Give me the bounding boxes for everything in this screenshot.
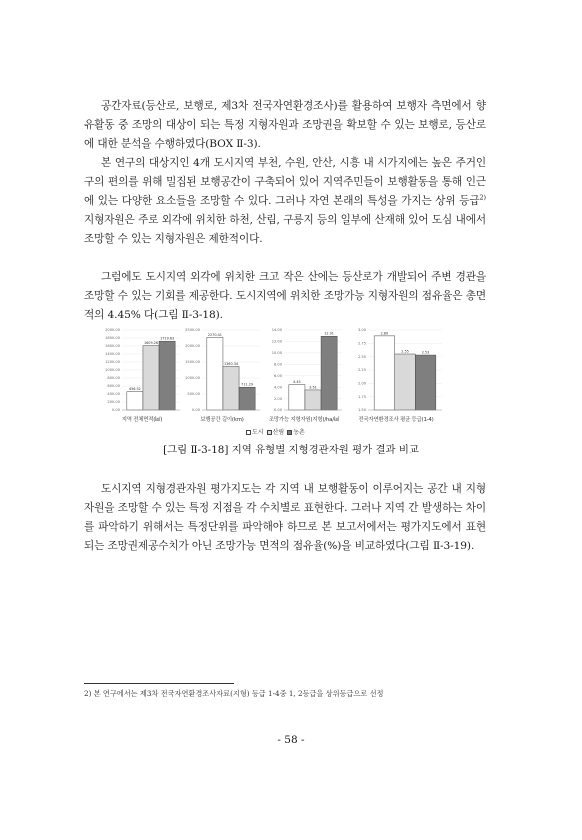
bar-도시 [374,336,395,410]
chart-svg-viewable-terrain [262,322,346,414]
chart-category-label: 보행공간 길이(km) [200,417,244,423]
y-tick-label: 0.00 [273,408,282,413]
footnote-divider [84,683,234,684]
body-paragraph-2 [84,154,486,249]
chart-panel-average-grade [346,322,446,432]
y-tick-label: 2.50 [357,354,366,359]
legend-item-forest [267,427,285,436]
footnote-reference: 2) [479,193,486,202]
y-tick-label: 400.00 [107,392,120,397]
chart-panel-walkway-length [180,322,264,432]
chart-svg-total-area [100,322,184,414]
bar-산림 [143,346,159,410]
chart-category-label: 전국자연환경조사 평균 등급(1-4) [358,417,434,423]
y-tick-label: 2.75 [357,341,366,346]
chart-svg-walkway-length [180,322,264,414]
chart-panel-total-area [100,322,184,432]
y-tick-label: 2.00 [357,381,366,386]
y-tick-label: 0.00 [111,408,120,413]
bar-농촌 [159,341,175,410]
chart-legend [246,427,305,436]
body-paragraph-2-text: 본 연구의 대상지인 4개 도시지역 부천, 수원, 안산, 시흥 내 시가지에는 높은 주거인구의 편의를 위해 밀집된 보행공간이 구축되어 있어 지역주민들이 보행활동을 통해 인근에 있는 다양한 요소들을 조망할 수 있다. 그러나 자연 본래의 특성을 가지는 상위 등급 [84,157,486,207]
y-tick-label: 4.00 [273,385,282,390]
y-tick-label: 800.00 [107,376,120,381]
body-paragraph-1: 공간자료(등산로, 보행로, 제3차 전국자연환경조사)를 활용하여 보행자 측면에서 향유활동 중 조망의 대상이 되는 특정 지형자원과 조망권을 확보할 수 있는 보행로, 등산로에 대한 분석을 수행하였다(BOX Ⅱ-3). [84,100,486,150]
bar-산림 [223,366,239,410]
y-tick-label: 200.00 [107,400,120,405]
y-tick-label: 1800.00 [105,336,120,341]
y-tick-label: 2.00 [273,396,282,401]
bar-value-label: 1360.34 [223,361,239,366]
y-tick-label: 12.00 [271,339,282,344]
bar-value-label: 2270.41 [207,332,222,337]
y-tick-label: 600.00 [107,384,120,389]
legend-swatch [267,430,272,435]
bar-value-label: 1609.26 [143,341,159,346]
legend-swatch [246,430,251,435]
chart-panel-viewable-terrain [262,322,346,432]
chart-category-label: 조망가능 지형자원(지형)/ha/㎢ [268,417,340,423]
bar-도시 [207,337,223,410]
y-tick-label: 10.00 [271,351,282,356]
bar-도시 [127,392,143,410]
y-tick-label: 1.50 [357,408,366,413]
bar-value-label: 12.91 [324,331,334,336]
figure-caption: [그림 Ⅱ-3-18] 지역 유형별 지형경관자원 평가 결과 비교 [163,444,419,456]
chart-svg-average-grade [346,322,446,414]
bar-value-label: 456.52 [128,387,141,392]
legend-label: 산림 [272,429,285,436]
y-tick-label: 0.00 [191,408,200,413]
y-tick-label: 1500.00 [185,360,200,365]
bar-value-label: 4.45 [293,380,301,385]
bar-산림 [395,354,416,410]
chart-category-label: 지역 전체면적(㎢) [121,417,163,423]
legend-label: 농촌 [293,429,305,436]
y-tick-label: 3.00 [357,328,366,333]
y-tick-label: 1000.00 [185,376,200,381]
bar-농촌 [415,355,436,410]
bar-value-label: 2.89 [380,331,389,336]
y-tick-label: 1000.00 [105,368,120,373]
bar-산림 [305,390,321,410]
y-tick-label: 14.00 [271,328,282,333]
bar-농촌 [321,336,337,410]
bar-value-label: 2.53 [421,350,430,355]
y-tick-label: 1.75 [357,394,366,399]
bar-value-label: 2.55 [401,349,409,354]
y-tick-label: 500.00 [187,392,200,397]
y-tick-label: 1600.00 [105,344,120,349]
y-tick-label: 8.00 [273,362,282,367]
y-tick-label: 2.25 [357,368,366,373]
footnote-text: 2) 본 연구에서는 제3차 전국자연환경조사자료(지형) 등급 1-4중 1, 2등급을 상위등급으로 선정 [84,689,384,698]
y-tick-label: 2500.00 [185,328,200,333]
legend-label: 도시 [252,429,264,436]
y-tick-label: 6.00 [273,373,282,378]
body-paragraph-3: 그럼에도 도시지역 외각에 위치한 크고 작은 산에는 등산로가 개발되어 주변 경관을 조망할 수 있는 기회를 제공한다. 도시지역에 위치한 조망가능 지형자원의 점유율은 총면적의 4.45% 다(그림 Ⅱ-3-18). [84,271,486,321]
y-tick-label: 1400.00 [105,352,120,357]
figure-chart-group [100,322,480,442]
body-paragraph-4: 도시지역 지형경관자원 평가지도는 각 지역 내 보행활동이 이루어지는 공간 내 지형자원을 조망할 수 있는 특정 지점을 각 수치별로 표현한다. 그러나 지역 간 발생하는 차이를 파악하기 위해서는 특정단위를 파악해야 하므로 본 보고서에서는 평가지도에서 표현되는 조망권제공수치가 아닌 조망가능 면적의 점유율(%)을 비교하였다(그림 Ⅱ-3-19). [84,483,486,552]
bar-value-label: 1719.63 [160,336,175,341]
legend-swatch [287,430,292,435]
bar-value-label: 3.51 [309,385,317,390]
bar-value-label: 711.29 [241,382,254,387]
legend-item-rural [287,427,305,436]
bar-도시 [289,385,305,410]
body-paragraph-2-text-continued: 지형자원은 주로 외각에 위치한 하천, 산림, 구릉지 등의 일부에 산재해 있어 도심 내에서 조망할 수 있는 지형자원은 제한적이다. [84,214,486,245]
y-tick-label: 2000.00 [105,328,120,333]
legend-item-urban [246,427,264,436]
y-tick-label: 1200.00 [105,360,120,365]
y-tick-label: 2000.00 [185,344,200,349]
page-number: - 58 - [277,734,305,746]
bar-농촌 [239,387,255,410]
